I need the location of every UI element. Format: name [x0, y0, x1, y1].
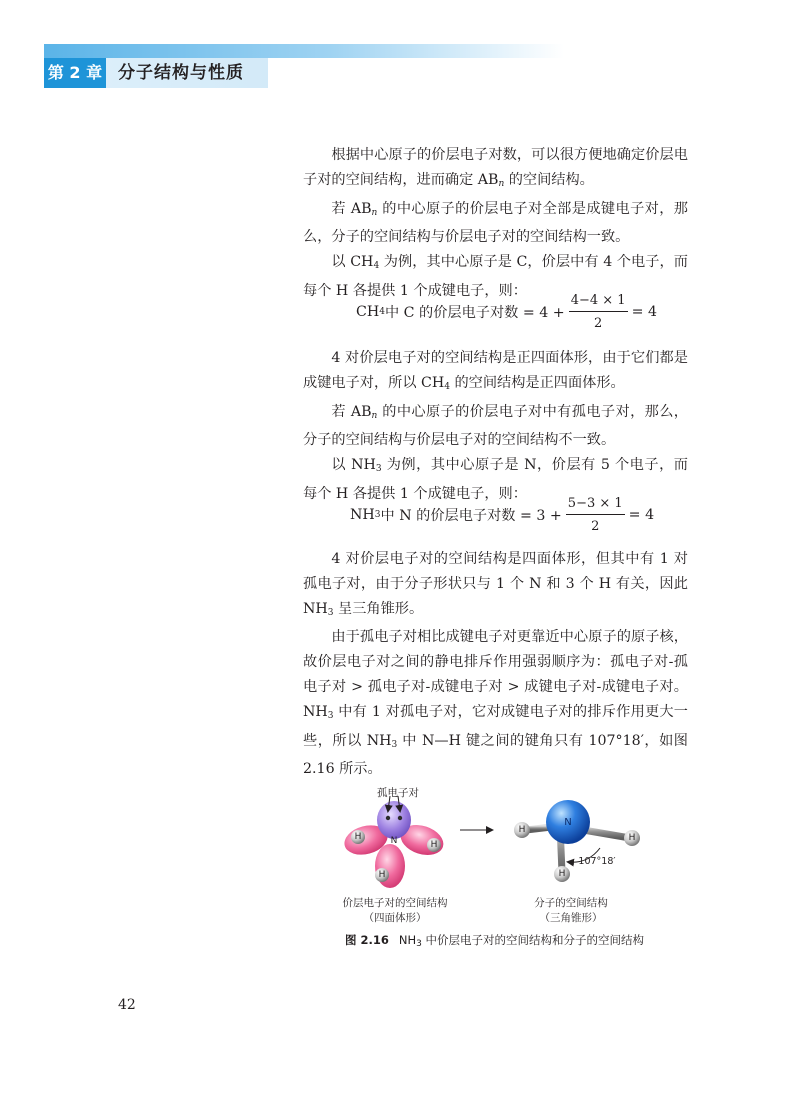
paragraph-8: 由于孤电子对相比成键电子对更靠近中心原子的原子核，故价层电子对之间的静电排斥作用强弱顺序为：孤电子对-孤电子对 > 孤电子对-成键电子对 > 成键电子对-成键电子对。$NH_3$ 中有 1 对孤电子对，它对成键电子对的排斥作用更大一些，所以 $NH_3$ 中 N—H 键之间的键角只有 107°18′，如图 2.16 所示。 — [303, 629, 688, 778]
body-text-block-2 — [303, 346, 688, 507]
paragraph-4: 4 对价层电子对的空间结构是正四面体形，由于它们都是成键电子对，所以 $CH_4$ 的空间结构是正四面体形。 — [303, 350, 688, 392]
atom-label-h: H — [430, 840, 438, 850]
left-structure-caption: 价层电子对的空间结构 （四面体形） — [342, 897, 448, 924]
paragraph-2: 若 $AB_n$ 的中心原子的价层电子对全部是成键电子对，那么，分子的空间结构与价层电子对的空间结构一致。 — [303, 200, 688, 246]
lone-pair-label: 孤电子对 — [377, 787, 419, 799]
atom-label-h: H — [628, 833, 636, 843]
body-text-block-1 — [303, 143, 688, 304]
atom-label-h: H — [558, 869, 566, 879]
nh3-ball-and-stick-model — [514, 800, 640, 882]
paragraph-7: 4 对价层电子对的空间结构是四面体形，但其中有 1 对孤电子对，由于分子形状只与 1 个 N 和 3 个 H 有关，因此 $NH_3$ 呈三角锥形。 — [303, 551, 688, 618]
paragraph-5: 若 $AB_n$ 的中心原子的价层电子对中有孤电子对，那么，分子的空间结构与价层电子对的空间结构不一致。 — [303, 403, 688, 449]
paragraph-6: 以 $NH_3$ 为例，其中心原子是 N，价层有 5 个电子，而每个 H 各提供 1 个成键电子，则： — [303, 457, 688, 502]
page-number: 42 — [118, 997, 136, 1013]
bond-angle-label: 107°18′ — [578, 856, 616, 867]
atom-label-h: H — [354, 832, 362, 842]
formula-ch4: CH 4 中 C 的价层电子对数 = 4 + $\frac{4-4 \times 1}{2}$ = 4 — [356, 293, 657, 331]
chapter-badge: 第 2 章 — [44, 58, 106, 88]
right-structure-caption: 分子的空间结构 （三角锥形） — [534, 897, 608, 924]
paragraph-1: 根据中心原子的价层电子对数，可以很方便地确定价层电子对的空间结构，进而确定 $AB_n$ 的空间结构。 — [303, 147, 688, 189]
formula-nh3: NH 3 中 N 的价层电子对数 = 3 + $\frac{5-3 \times 1}{2}$ = 4 — [350, 496, 655, 534]
formula-fraction: $\frac{4-4 \times 1}{2}$ — [570, 293, 626, 331]
atom-label-h: H — [378, 870, 386, 880]
header-decoration-strip — [44, 44, 564, 58]
lone-pair-electron-dot — [398, 816, 402, 820]
atom-label-n: N — [390, 836, 398, 846]
body-text-block-3 — [303, 547, 688, 782]
atom-label-h: H — [518, 825, 526, 835]
formula-fraction: $\frac{5-3 \times 1}{2}$ — [567, 496, 623, 534]
chapter-title: 分子结构与性质 — [118, 63, 244, 83]
atom-label-n: N — [564, 817, 572, 828]
paragraph-3: 以 $CH_4$ 为例，其中心原子是 C，价层中有 4 个电子，而每个 H 各提供 1 个成键电子，则： — [303, 254, 688, 299]
figure-caption: 图 2.16 $NH_3$ 中价层电子对的空间结构和分子的空间结构 — [345, 933, 645, 949]
lone-pair-electron-dot — [386, 816, 390, 820]
